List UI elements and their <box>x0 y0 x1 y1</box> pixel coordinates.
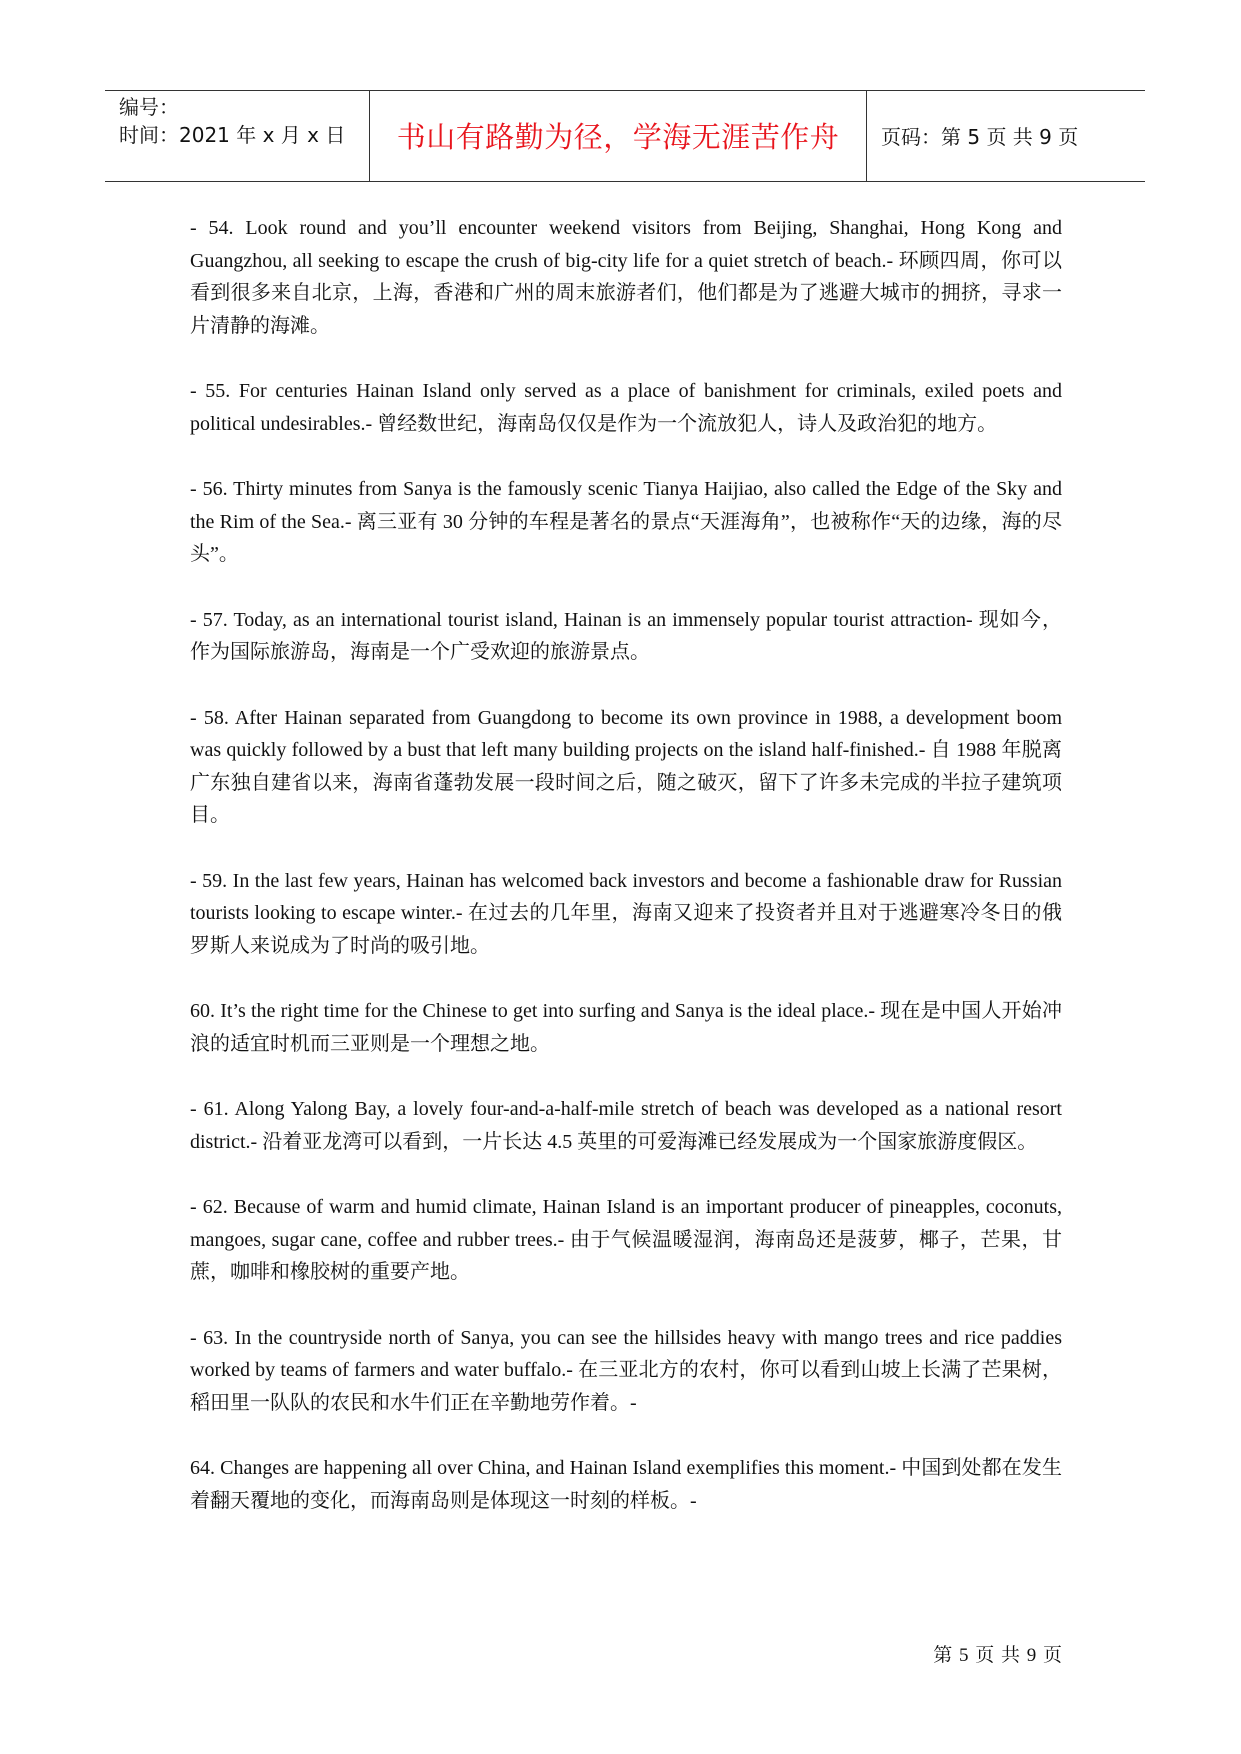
paragraph-57: - 57. Today, as an international tourist island, Hainan is an immensely popular tourist attraction- 现如今，作为国际旅游岛，海南是一个广受欢迎的旅游景点。 <box>190 608 1062 663</box>
document-body <box>190 212 1062 1550</box>
paragraph-59: - 59. In the last few years, Hainan has welcomed back investors and become a fashionable draw for Russian tourists looking to escape winter.- 在过去的几年里，海南又迎来了投资者并且对于逃避寒冷冬日的俄罗斯人来说成为了时尚的吸引地。 <box>190 869 1062 957</box>
paragraph-64: 64. Changes are happening all over China, and Hainan Island exemplifies this moment.- 中国到处都在发生着翻天覆地的变化，而海南岛则是体现这一时刻的样板。- <box>190 1457 1062 1512</box>
page-footer: 第 5 页 共 9 页 <box>933 1645 1063 1666</box>
header-meta <box>105 91 370 181</box>
paragraph-61: - 61. Along Yalong Bay, a lovely four-and-a-half-mile stretch of beach was developed as a national resort district.- 沿着亚龙湾可以看到，一片长达 4.5 英里的可爱海滩已经发展成为一个国家旅游度假区。 <box>190 1098 1062 1153</box>
paragraph-58: - 58. After Hainan separated from Guangdong to become its own province in 1988, a development boom was quickly followed by a bust that left many building projects on the island half-finished.- 自 1988 年脱离广东独自建省以来，海南省蓬勃发展一段时间之后，随之破灭，留下了许多未完成的半拉子建筑项目。 <box>190 706 1062 826</box>
paragraph-56: - 56. Thirty minutes from Sanya is the famously scenic Tianya Haijiao, also called the Edge of the Sky and the Rim of the Sea.- 离三亚有 30 分钟的车程是著名的景点“天涯海角”，也被称作“天的边缘，海的尽头”。 <box>190 478 1062 565</box>
paragraph-62: - 62. Because of warm and humid climate, Hainan Island is an important producer of pineapples, coconuts, mangoes, sugar cane, coffee and rubber trees.- 由于气候温暖湿润，海南岛还是菠萝，椰子，芒果，甘蔗，咖啡和橡胶树的重要产地。 <box>190 1196 1062 1283</box>
header-motto: 书山有路勤为径，学海无涯苦作舟 <box>370 91 867 181</box>
serial-number-label: 编号： <box>119 95 179 119</box>
header-page-number: 页码：第 5 页 共 9 页 <box>881 125 1079 149</box>
paragraph-63: - 63. In the countryside north of Sanya, you can see the hillsides heavy with mango trees and rice paddies worked by teams of farmers and water buffalo.- 在三亚北方的农村，你可以看到山坡上长满了芒果树，稻田里一队队的农民和水牛们正在辛勤地劳作着。- <box>190 1326 1062 1414</box>
page-header <box>105 90 1145 182</box>
paragraph-55: - 55. For centuries Hainan Island only served as a place of banishment for criminals, exiled poets and political undesirables.- 曾经数世纪，海南岛仅仅是作为一个流放犯人，诗人及政治犯的地方。 <box>190 380 1062 435</box>
paragraph-60: 60. It’s the right time for the Chinese to get into surfing and Sanya is the ideal place.- 现在是中国人开始冲浪的适宜时机而三亚则是一个理想之地。 <box>190 1000 1062 1055</box>
paragraph-54: - 54. Look round and you’ll encounter weekend visitors from Beijing, Shanghai, Hong Kong and Guangzhou, all seeking to escape the crush of big-city life for a quiet stretch of beach.- 环顾四周，你可以看到很多来自北京，上海，香港和广州的周末旅游者们，他们都是为了逃避大城市的拥挤，寻求一片清静的海滩。 <box>190 217 1062 337</box>
time-label: 时间：2021 年 x 月 x 日 <box>119 123 346 147</box>
